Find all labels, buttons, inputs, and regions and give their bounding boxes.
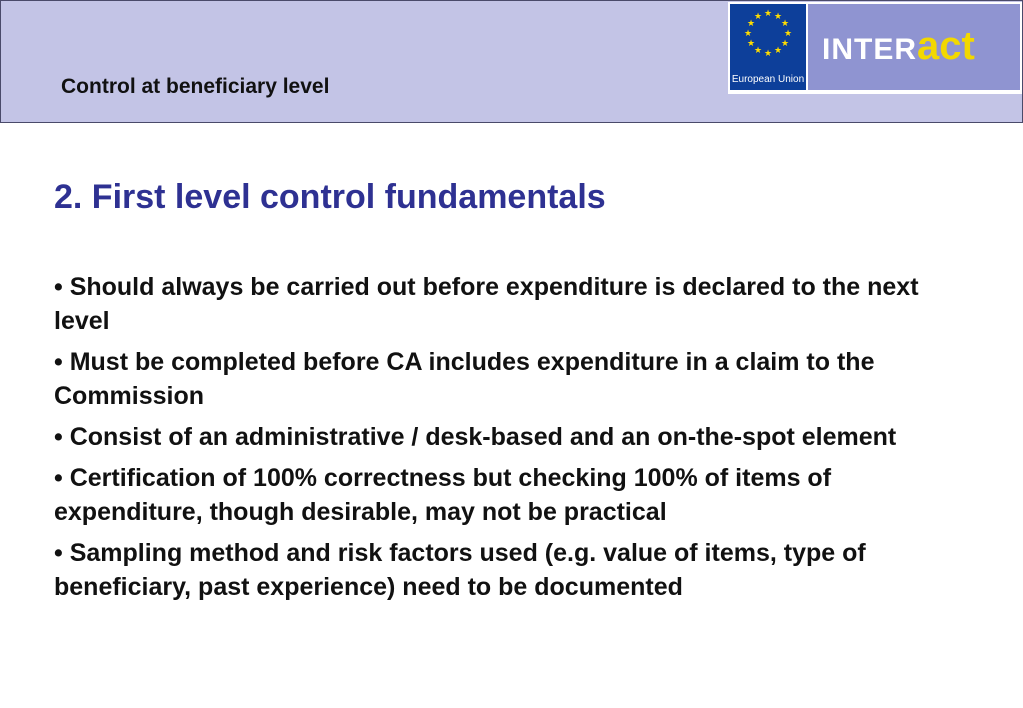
bullet-item: • Certification of 100% correctness but checking 100% of items of expenditure, though desirable, may not be practical xyxy=(54,464,832,526)
svg-text:★: ★ xyxy=(743,29,753,39)
interact-wordmark xyxy=(822,24,975,69)
header-band xyxy=(0,0,1023,123)
section-heading: 2. First level control fundamentals xyxy=(54,178,606,216)
svg-text:★: ★ xyxy=(780,19,790,29)
svg-text:★: ★ xyxy=(753,46,763,56)
interact-inter: INTER xyxy=(822,33,917,66)
interact-logo xyxy=(808,4,1020,90)
svg-text:★: ★ xyxy=(773,46,783,56)
svg-text:★: ★ xyxy=(780,39,790,49)
svg-text:★: ★ xyxy=(763,9,773,19)
bullet-item: • Consist of an administrative / desk-based and an on-the-spot element xyxy=(54,423,897,451)
bullet-item: • Should always be carried out before expenditure is declared to the next level xyxy=(54,273,919,335)
svg-text:★: ★ xyxy=(773,12,783,22)
logo-block xyxy=(728,2,1022,94)
bullet-list xyxy=(54,270,974,611)
interact-act: act xyxy=(917,24,975,68)
svg-text:★: ★ xyxy=(746,19,756,29)
bullet-item: • Sampling method and risk factors used (e.g. value of items, type of beneficiary, past experience) need to be documented xyxy=(54,539,866,601)
eu-flag-icon xyxy=(730,4,806,90)
eu-label: European Union xyxy=(731,74,805,85)
svg-text:★: ★ xyxy=(746,39,756,49)
bullet-item: • Must be completed before CA includes expenditure in a claim to the Commission xyxy=(54,348,875,410)
svg-text:★: ★ xyxy=(783,29,793,39)
eu-stars-icon xyxy=(730,4,806,70)
svg-text:★: ★ xyxy=(753,12,763,22)
svg-text:★: ★ xyxy=(763,49,773,59)
header-title: Control at beneficiary level xyxy=(61,75,330,98)
